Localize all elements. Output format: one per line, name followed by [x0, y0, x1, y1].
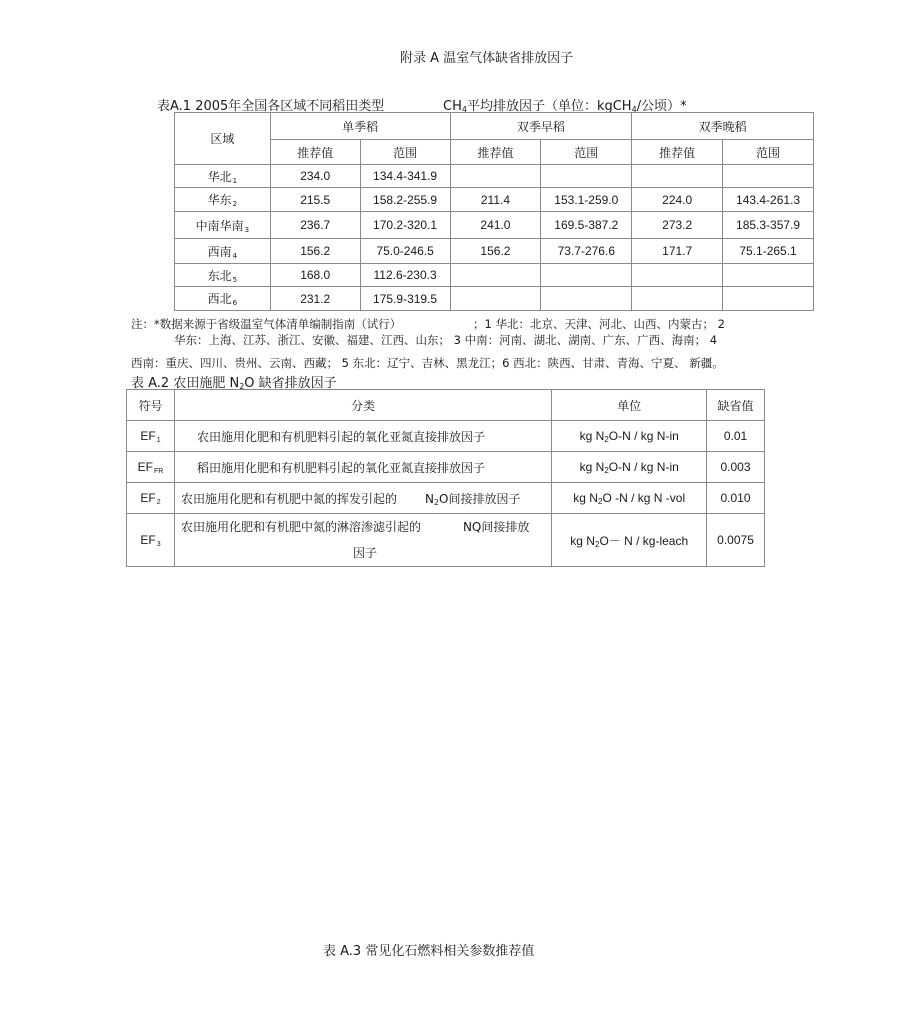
classification-cell: 农田施用化肥和有机肥中氮的挥发引起的 $N_2O$间接排放因子: [174, 483, 551, 514]
header-classification: 分类: [174, 390, 551, 421]
value-cell: 0.01: [707, 421, 765, 452]
unit-cell: kg $N_2O$ -N / kg N -vol: [552, 483, 707, 514]
range-cell: [541, 264, 632, 287]
recommended-value-cell: 168.0: [270, 264, 360, 287]
unit-cell: kg $N_2O-N$ / kg N-in: [552, 452, 707, 483]
range-cell: [723, 287, 814, 311]
table-row: [127, 514, 765, 567]
table-row: [175, 212, 814, 239]
table1-caption-left: 表A.1 2005年全国各区域不同稻田类型: [157, 99, 385, 114]
recommended-value-cell: [632, 165, 723, 188]
range-cell: 134.4-341.9: [360, 165, 450, 188]
subheader-range: 范围: [360, 140, 450, 165]
range-cell: 153.1-259.0: [541, 188, 632, 212]
range-cell: [723, 264, 814, 287]
subheader-recommended: 推荐值: [632, 140, 723, 165]
header-unit: 单位: [552, 390, 707, 421]
symbol-cell: EF2: [127, 483, 175, 514]
table2-caption: 表 A.2 农田施肥 $N_2O$ 缺省排放因子: [131, 376, 337, 391]
table-row: [175, 287, 814, 311]
unit-cell: kg $N_2O-N$ / kg N-in: [552, 421, 707, 452]
recommended-value-cell: 224.0: [632, 188, 723, 212]
table-row: [175, 165, 814, 188]
unit-cell: kg $N_2O- N$ / kg-leach: [552, 514, 707, 567]
table-row: [127, 421, 765, 452]
region-cell: 西南4: [175, 239, 271, 264]
table-row: [127, 483, 765, 514]
n2o-emission-factor-table: [126, 389, 765, 567]
value-cell: 0.0075: [707, 514, 765, 567]
subheader-recommended: 推荐值: [450, 140, 541, 165]
table-row: [175, 188, 814, 212]
header-default-value: 缺省值: [707, 390, 765, 421]
range-cell: [541, 287, 632, 311]
table1-note-line3: 西南：重庆、四川、贵州、云南、西藏； 5 东北：辽宁、吉林、黑龙江；6 西北：陕西、甘肃、青海、宁夏、 新疆。: [131, 356, 724, 370]
recommended-value-cell: 211.4: [450, 188, 541, 212]
range-cell: 143.4-261.3: [723, 188, 814, 212]
table-row: [175, 264, 814, 287]
recommended-value-cell: 273.2: [632, 212, 723, 239]
recommended-value-cell: [632, 264, 723, 287]
table1-note-line1b: ；1 华北：北京、天津、河北、山西、内蒙古； 2: [473, 317, 725, 331]
table-row: [175, 239, 814, 264]
value-cell: 0.003: [707, 452, 765, 483]
range-cell: 75.1-265.1: [723, 239, 814, 264]
range-cell: 185.3-357.9: [723, 212, 814, 239]
header-double-late: 双季晚稻: [632, 113, 814, 140]
recommended-value-cell: 231.2: [270, 287, 360, 311]
region-cell: 西北6: [175, 287, 271, 311]
subheader-range: 范围: [723, 140, 814, 165]
recommended-value-cell: 215.5: [270, 188, 360, 212]
recommended-value-cell: [632, 287, 723, 311]
value-cell: 0.010: [707, 483, 765, 514]
classification-cell: 农田施用化肥和有机肥中氮的淋溶渗滤引起的 NQ间接排放 因子: [174, 514, 551, 567]
table1-note-line2: 华东：上海、江苏、浙江、安徽、福建、江西、山东； 3 中南：河南、湖北、湖南、广东、广西、海南； 4: [174, 333, 718, 347]
recommended-value-cell: 156.2: [450, 239, 541, 264]
region-cell: 华东2: [175, 188, 271, 212]
recommended-value-cell: 156.2: [270, 239, 360, 264]
range-cell: 158.2-255.9: [360, 188, 450, 212]
range-cell: [723, 165, 814, 188]
range-cell: [541, 165, 632, 188]
header-symbol: 符号: [127, 390, 175, 421]
header-region: 区域: [175, 113, 271, 165]
subheader-recommended: 推荐值: [270, 140, 360, 165]
recommended-value-cell: 171.7: [632, 239, 723, 264]
recommended-value-cell: 236.7: [270, 212, 360, 239]
page-title: 附录 A 温室气体缺省排放因子: [400, 51, 574, 66]
recommended-value-cell: [450, 264, 541, 287]
table-row: [127, 452, 765, 483]
table1-note-line1a: 注：*数据来源于省级温室气体清单编制指南（试行）: [131, 317, 402, 331]
ch4-emission-factor-table: [174, 112, 814, 311]
header-double-early: 双季早稻: [450, 113, 632, 140]
recommended-value-cell: [450, 165, 541, 188]
symbol-cell: EFFR: [127, 452, 175, 483]
region-cell: 中南华南3: [175, 212, 271, 239]
recommended-value-cell: [450, 287, 541, 311]
range-cell: 169.5-387.2: [541, 212, 632, 239]
table3-caption: 表 A.3 常见化石燃料相关参数推荐值: [323, 944, 535, 959]
classification-cell: 稻田施用化肥和有机肥料引起的氧化亚氮直接排放因子: [174, 452, 551, 483]
recommended-value-cell: 241.0: [450, 212, 541, 239]
classification-cell: 农田施用化肥和有机肥料引起的氧化亚氮直接排放因子: [174, 421, 551, 452]
symbol-cell: EF3: [127, 514, 175, 567]
range-cell: 175.9-319.5: [360, 287, 450, 311]
region-cell: 华北1: [175, 165, 271, 188]
recommended-value-cell: 234.0: [270, 165, 360, 188]
range-cell: 170.2-320.1: [360, 212, 450, 239]
symbol-cell: EF1: [127, 421, 175, 452]
range-cell: 73.7-276.6: [541, 239, 632, 264]
range-cell: 112.6-230.3: [360, 264, 450, 287]
range-cell: 75.0-246.5: [360, 239, 450, 264]
subheader-range: 范围: [541, 140, 632, 165]
region-cell: 东北5: [175, 264, 271, 287]
header-single-season: 单季稻: [270, 113, 450, 140]
table1-caption-right: $CH_4$平均排放因子（单位：kgCH$_4$/公顷）*: [443, 99, 687, 114]
